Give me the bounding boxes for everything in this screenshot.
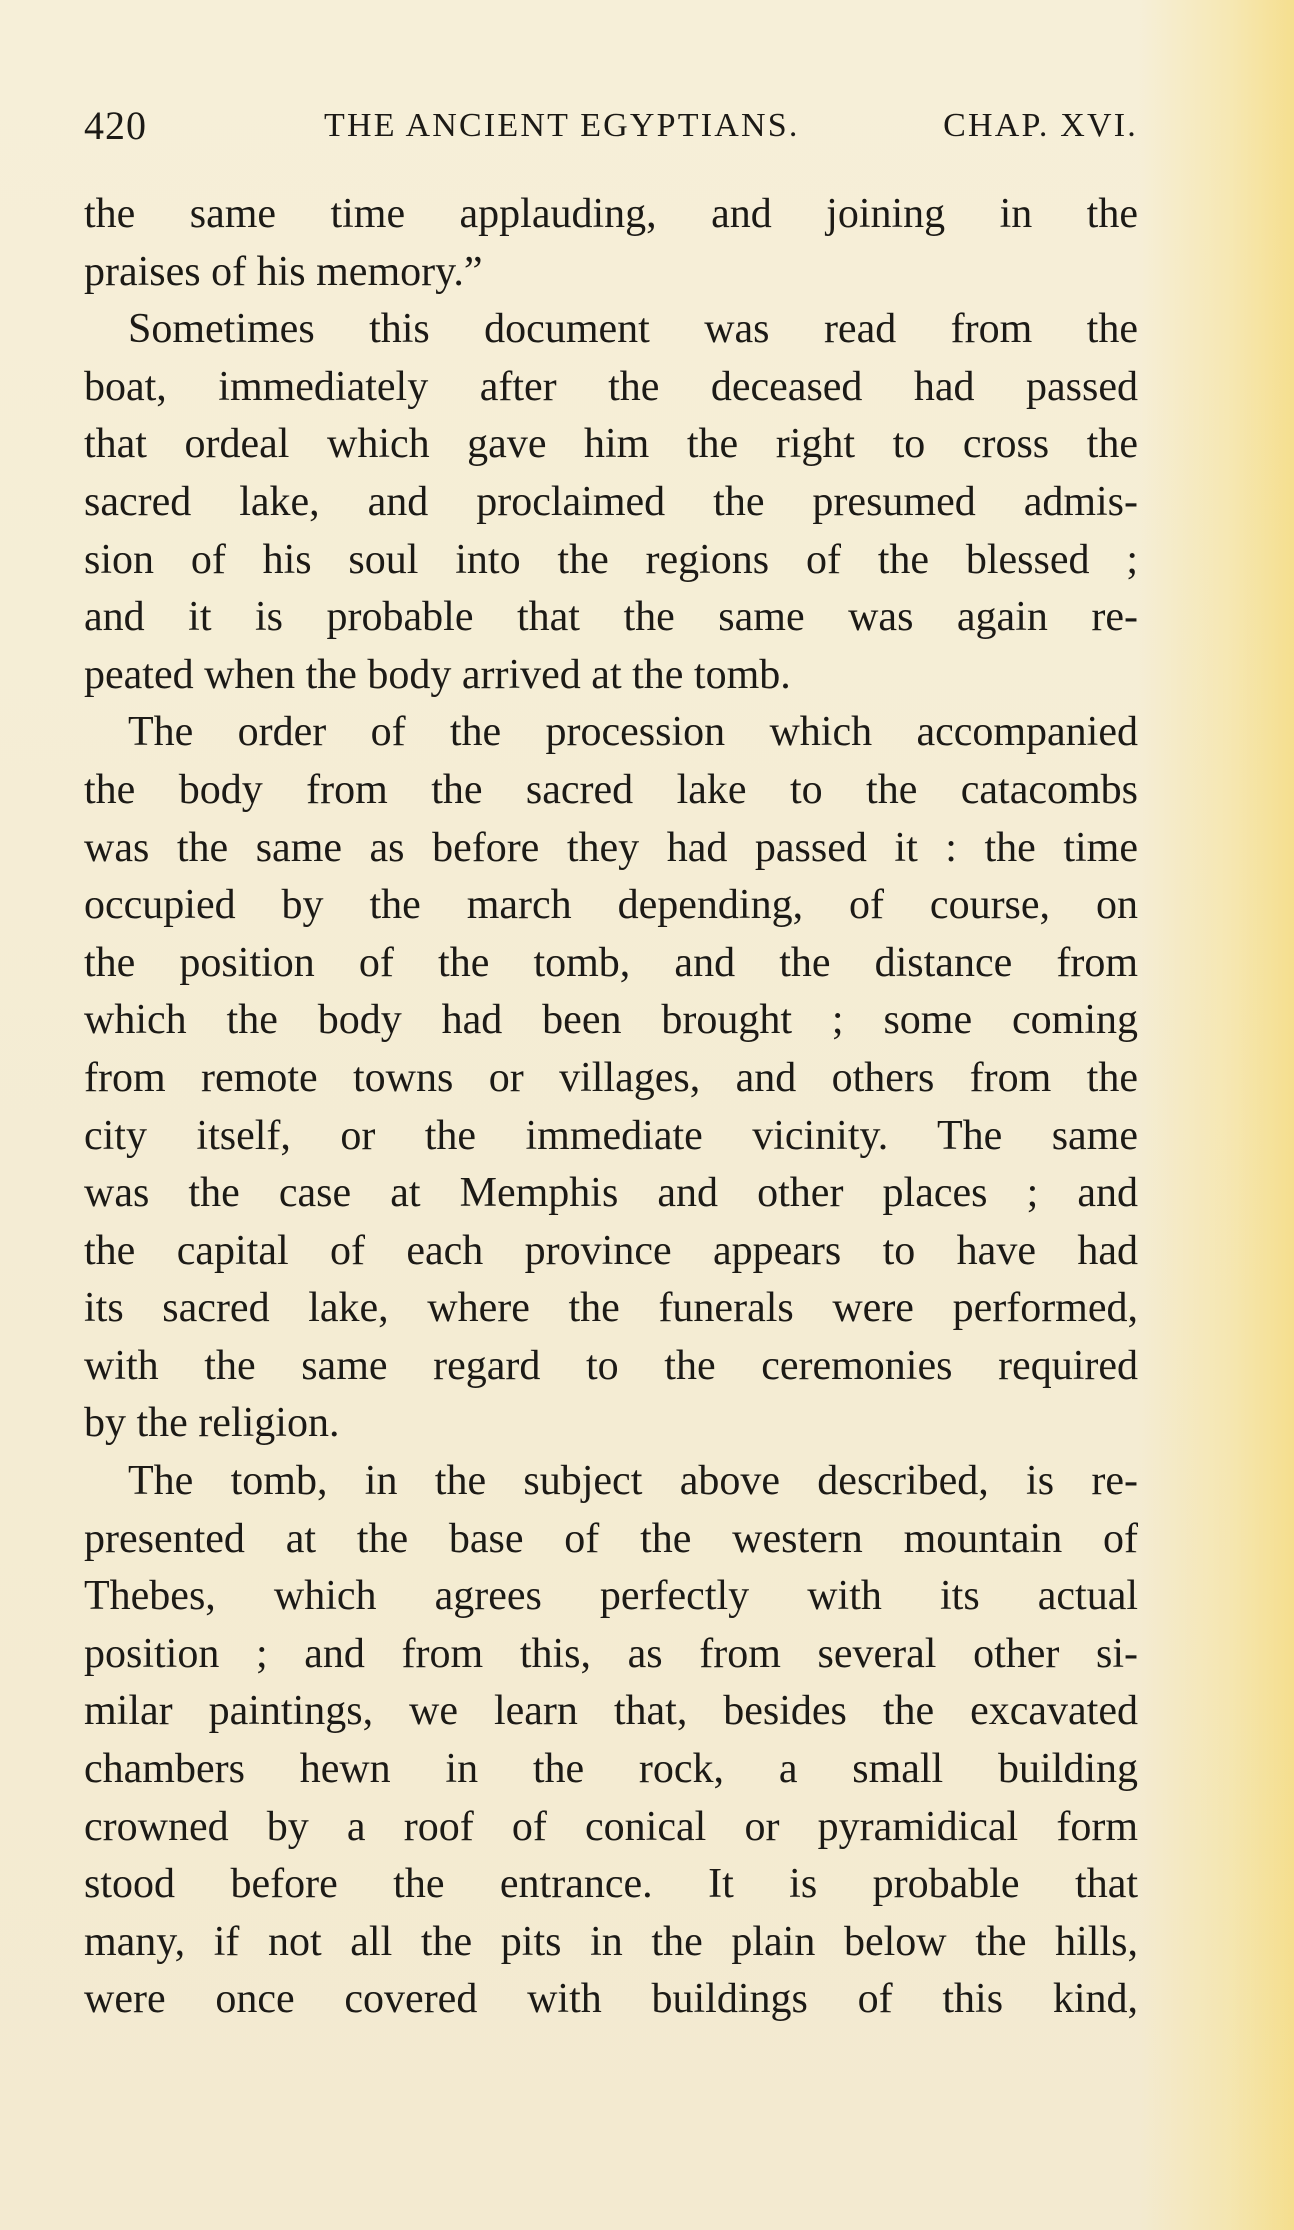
text-line: its sacred lake, where the funerals were performed, <box>84 1285 1138 1332</box>
text-line: from remote towns or villages, and others from the <box>84 1054 1138 1101</box>
text-line: peated when the body arrived at the tomb. <box>84 651 791 698</box>
paragraph-start-line: The tomb, in the subject above described, is re- <box>128 1458 1138 1505</box>
text-line: were once covered with buildings of this kind, <box>84 1976 1138 2023</box>
text-line: the capital of each province appears to have had <box>84 1227 1138 1274</box>
text-line: position ; and from this, as from several other si- <box>84 1630 1138 1677</box>
text-line: praises of his memory.” <box>84 248 483 295</box>
chapter-label: CHAP. XVI. <box>943 107 1138 144</box>
text-line: the same time applauding, and joining in the <box>84 191 1138 237</box>
text-line: presented at the base of the western mountain of <box>84 1515 1138 1562</box>
text-line: city itself, or the immediate vicinity. The same <box>84 1112 1138 1159</box>
text-line: by the religion. <box>84 1400 340 1447</box>
text-line: which the body had been brought ; some coming <box>84 997 1138 1044</box>
text-line: with the same regard to the ceremonies required <box>84 1342 1138 1389</box>
text-line: milar paintings, we learn that, besides the excavated <box>84 1688 1138 1735</box>
paragraph-start-line: Sometimes this document was read from the <box>128 306 1138 353</box>
text-line: sacred lake, and proclaimed the presumed admis- <box>84 478 1138 525</box>
text-line: many, if not all the pits in the plain below the hills, <box>84 1918 1138 1965</box>
text-line: Thebes, which agrees perfectly with its actual <box>84 1573 1138 1620</box>
text-line: sion of his soul into the regions of the blessed ; <box>84 536 1138 583</box>
text-line: was the same as before they had passed it : the time <box>84 824 1138 871</box>
body-text <box>84 186 1138 2029</box>
text-line: was the case at Memphis and other places ; and <box>84 1170 1138 1217</box>
text-line: occupied by the march depending, of course, on <box>84 882 1138 929</box>
text-line: the position of the tomb, and the distance from <box>84 939 1138 986</box>
paragraph-start-line: The order of the procession which accompanied <box>128 709 1138 756</box>
text-line: stood before the entrance. It is probable that <box>84 1861 1138 1908</box>
text-line: that ordeal which gave him the right to cross the <box>84 421 1138 468</box>
running-title: THE ANCIENT EGYPTIANS. <box>324 107 800 144</box>
text-line: and it is probable that the same was again re- <box>84 594 1138 641</box>
text-line: the body from the sacred lake to the catacombs <box>84 766 1138 813</box>
running-header <box>84 96 1138 156</box>
page-number: 420 <box>84 103 147 148</box>
text-line: crowned by a roof of conical or pyramidical form <box>84 1803 1138 1850</box>
text-line: boat, immediately after the deceased had passed <box>84 363 1138 410</box>
text-line: chambers hewn in the rock, a small building <box>84 1746 1138 1793</box>
